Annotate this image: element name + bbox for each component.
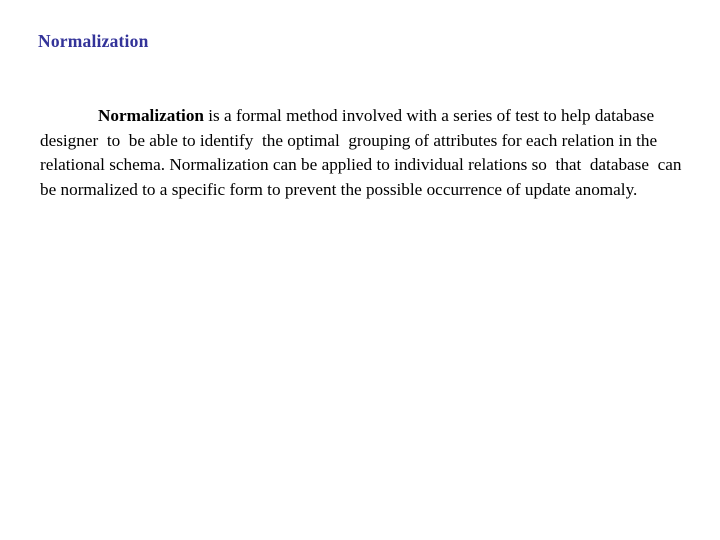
body-paragraph [40,104,688,202]
body-text: is a formal method involved with a series of test to help database designer to be able to identify the optimal grouping of attributes for each relation in the relational schema. Normalization can be applied to individual relations so that database can be normalized to a specific form to prevent the possible occurrence of update anomaly. [40,106,686,199]
body-lead-term: Normalization [98,106,204,125]
page-title: Normalization [38,31,149,51]
